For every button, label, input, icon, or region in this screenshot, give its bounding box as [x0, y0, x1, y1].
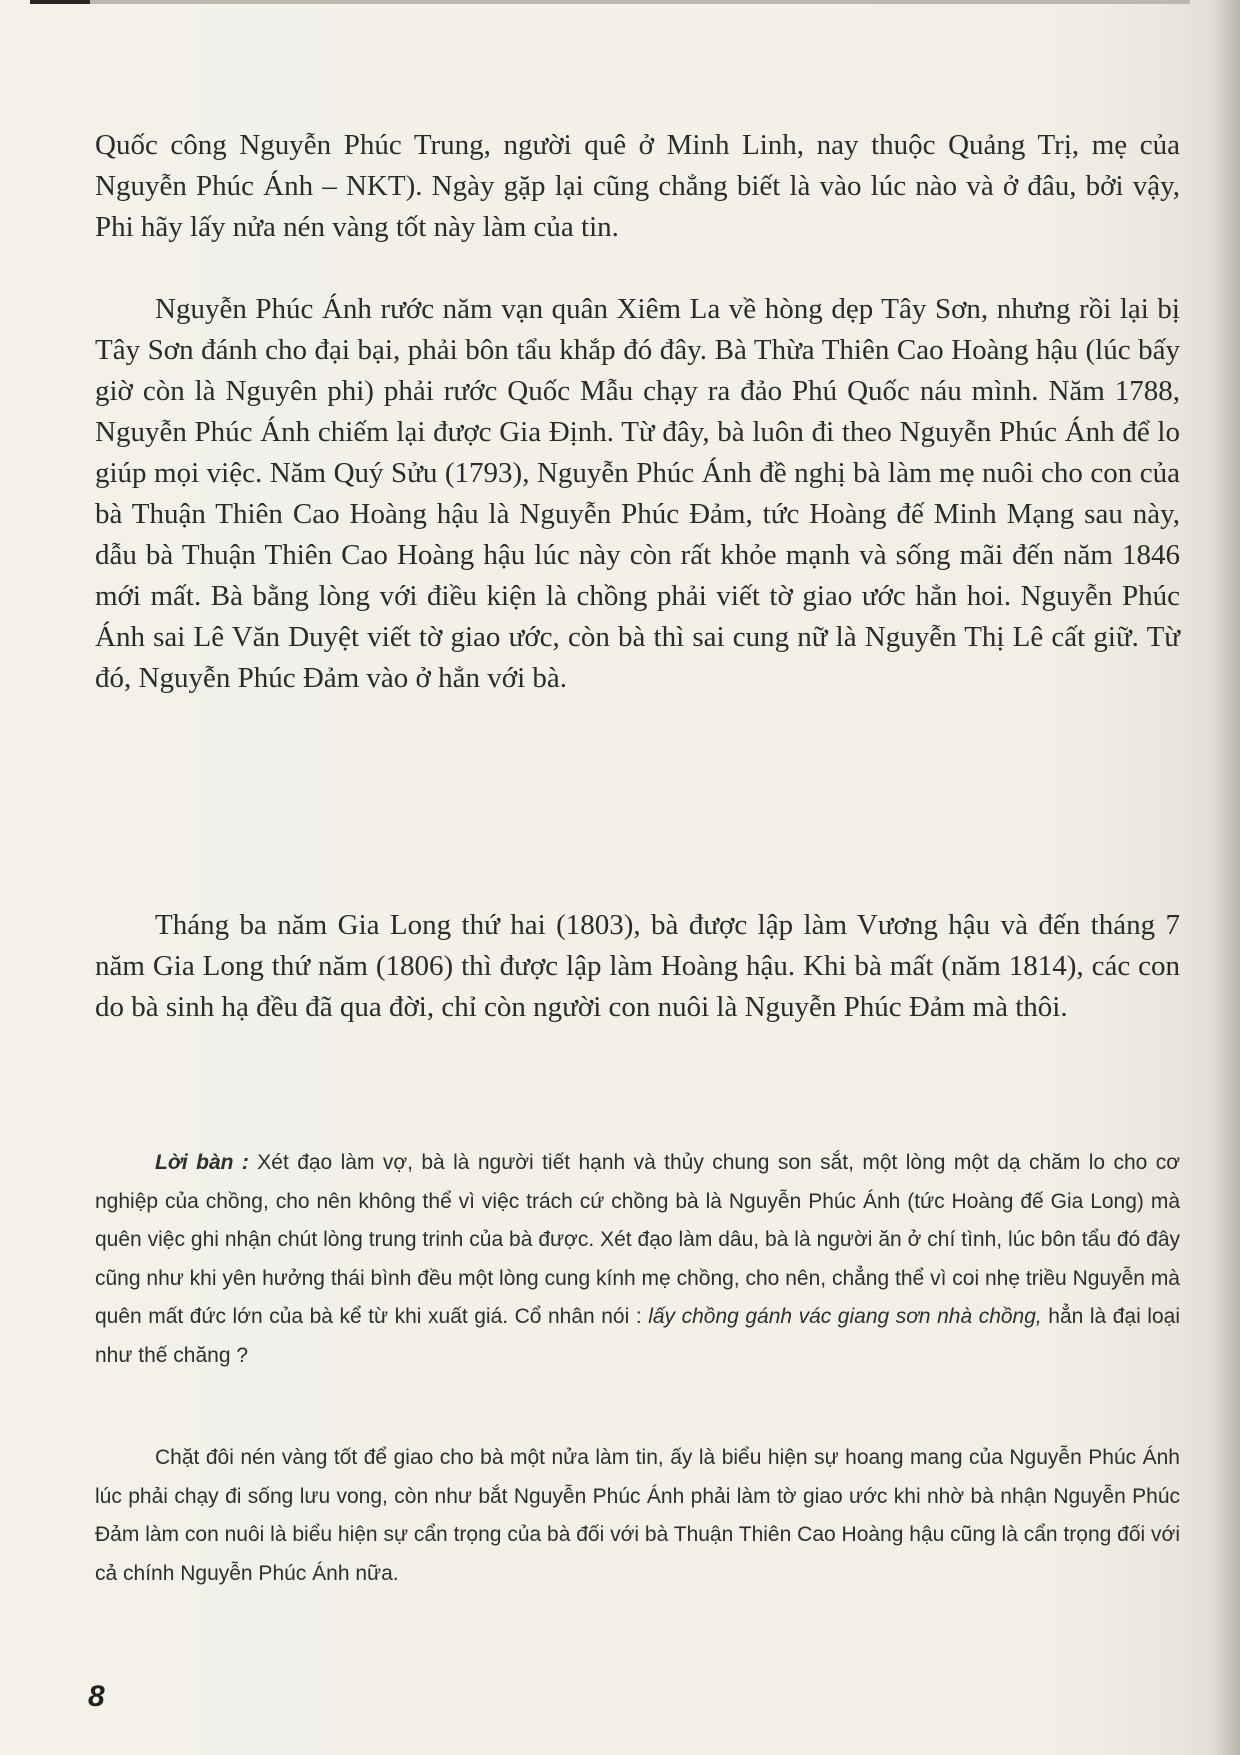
commentary-label: Lời bàn : — [155, 1151, 249, 1174]
commentary-text-end: hẳn là đại loại như thế chăng ? — [95, 1305, 1180, 1367]
commentary-paragraph-1 — [95, 1144, 1180, 1375]
paragraph-1: Quốc công Nguyễn Phúc Trung, người quê ở Minh Linh, nay thuộc Quảng Trị, mẹ của Nguyễn Phúc Ánh – NKT). Ngày gặp lại cũng chẳng biết là vào lúc nào và ở đâu, bởi vậy, Phi hãy lấy nửa nén vàng tốt này làm của tin. — [95, 129, 1180, 243]
commentary-text: Xét đạo làm vợ, bà là người tiết hạnh và thủy chung son sắt, một lòng một dạ chăm lo cho cơ nghiệp của chồng, cho nên không thể vì việc trách cứ chồng bà là Nguyễn Phúc Ánh (tức Hoàng đế Gia Long) mà quên việc ghi nhận chút lòng trung trinh của bà được. Xét đạo làm dâu, bà là người ăn ở chí tình, lúc bôn tẩu đó đây cũng như khi yên hưởng thái bình đều một lòng cung kính mẹ chồng, cho nên, chẳng thể vì coi nhẹ triều Nguyễn mà quên mất đức lớn của bà kể từ khi xuất giá. Cổ nhân nói : — [95, 1151, 1180, 1328]
commentary-paragraph-2: Chặt đôi nén vàng tốt để giao cho bà một nửa làm tin, ấy là biểu hiện sự hoang mang của Nguyễn Phúc Ánh lúc phải chạy đi sống lưu vong, còn như bắt Nguyễn Phúc Ánh phải làm tờ giao ước khi nhờ bà nhận Nguyễn Phúc Đảm làm con nuôi là biểu hiện sự cẩn trọng của bà đối với bà Thuận Thiên Cao Hoàng hậu cũng là cẩn trọng đối với cả chính Nguyễn Phúc Ánh nữa. — [95, 1446, 1180, 1585]
top-rule — [30, 0, 1190, 4]
paragraph-2: Nguyễn Phúc Ánh rước năm vạn quân Xiêm La về hòng dẹp Tây Sơn, nhưng rồi lại bị Tây Sơn đánh cho đại bại, phải bôn tẩu khắp đó đây. Bà Thừa Thiên Cao Hoàng hậu (lúc bấy giờ còn là Nguyên phi) phải rước Quốc Mẫu chạy ra đảo Phú Quốc náu mình. Năm 1788, Nguyễn Phúc Ánh chiếm lại được Gia Định. Từ đây, bà luôn đi theo Nguyễn Phúc Ánh để lo giúp mọi việc. Năm Quý Sửu (1793), Nguyễn Phúc Ánh đề nghị bà làm mẹ nuôi cho con của bà Thuận Thiên Cao Hoàng hậu là Nguyễn Phúc Đảm, tức Hoàng đế Minh Mạng sau này, dẫu bà Thuận Thiên Cao Hoàng hậu lúc này còn rất khỏe mạnh và sống mãi đến năm 1846 mới mất. Bà bằng lòng với điều kiện là chồng phải viết tờ giao ước hẳn hoi. Nguyễn Phúc Ánh sai Lê Văn Duyệt viết tờ giao ước, còn bà thì sai cung nữ là Nguyễn Thị Lê cất giữ. Từ đó, Nguyễn Phúc Đảm vào ở hẳn với bà. — [95, 293, 1180, 694]
paragraph-3: Tháng ba năm Gia Long thứ hai (1803), bà được lập làm Vương hậu và đến tháng 7 năm Gia Long thứ năm (1806) thì được lập làm Hoàng hậu. Khi bà mất (năm 1814), các con do bà sinh hạ đều đã qua đời, chỉ còn người con nuôi là Nguyễn Phúc Đảm mà thôi. — [95, 909, 1180, 1023]
commentary-quote: lấy chồng gánh vác giang sơn nhà chồng, — [648, 1305, 1042, 1328]
page-number: 8 — [88, 1680, 105, 1713]
page-edge-shadow — [1212, 0, 1240, 1755]
